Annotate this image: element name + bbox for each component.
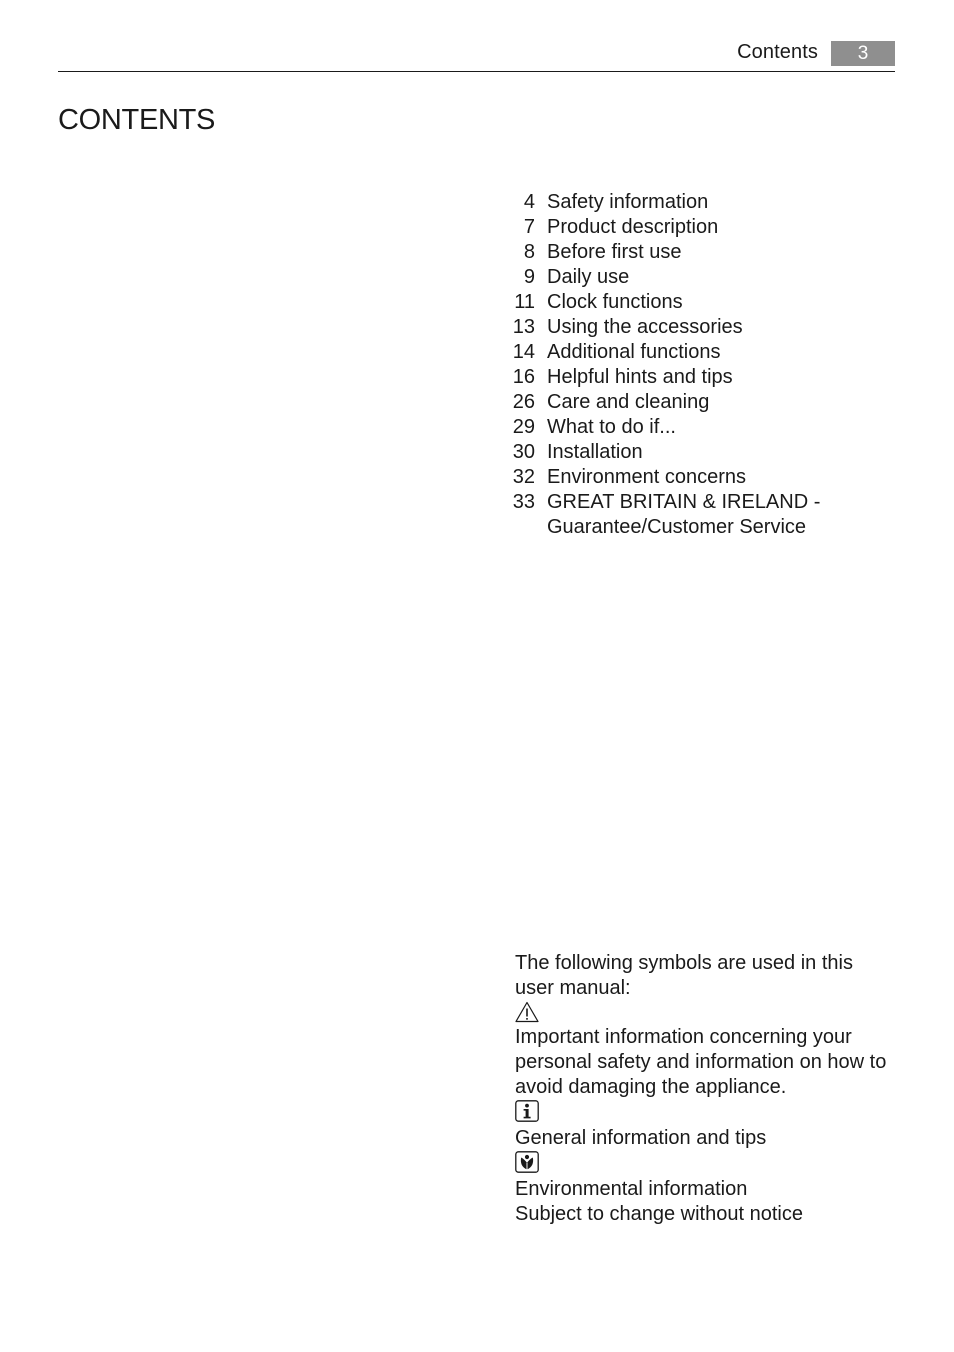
toc-entry-environment-concerns[interactable] bbox=[500, 465, 900, 490]
toc-entry-title: Using the accessories bbox=[547, 316, 743, 338]
toc-page-number: 8 bbox=[523, 241, 535, 263]
symbols-legend bbox=[515, 951, 895, 1227]
toc-page-number: 33 bbox=[512, 491, 535, 513]
toc-entry-care-and-cleaning[interactable] bbox=[500, 390, 900, 415]
toc-entry-title: Product description bbox=[547, 216, 719, 238]
toc-page-number: 13 bbox=[512, 316, 535, 338]
toc-entry-title: Care and cleaning bbox=[547, 391, 710, 413]
toc-page-number: 16 bbox=[512, 366, 535, 388]
toc-entry-title: Before first use bbox=[547, 241, 682, 263]
change-notice: Subject to change without notice bbox=[515, 1203, 803, 1225]
page-title: CONTENTS bbox=[58, 104, 216, 136]
toc-entry-safety-information[interactable] bbox=[500, 190, 900, 215]
toc-entry-using-the-accessories[interactable] bbox=[500, 315, 900, 340]
toc-entry-title: Additional functions bbox=[547, 341, 721, 363]
warning-triangle-icon bbox=[515, 1001, 539, 1023]
page-number: 3 bbox=[831, 41, 895, 66]
toc-entry-title: Installation bbox=[547, 441, 643, 463]
toc-page-number: 14 bbox=[512, 341, 535, 363]
toc-page-number: 29 bbox=[512, 416, 535, 438]
toc-page-number: 11 bbox=[514, 291, 535, 313]
environment-icon bbox=[515, 1151, 539, 1173]
symbols-intro: The following symbols are used in this user manual: bbox=[515, 952, 853, 999]
toc-page-number: 4 bbox=[523, 191, 535, 213]
toc-entry-clock-functions[interactable] bbox=[500, 290, 900, 315]
environment-description: Environmental information bbox=[515, 1178, 748, 1200]
toc-entry-title: What to do if... bbox=[547, 416, 676, 438]
toc-entry-title: Clock functions bbox=[547, 291, 683, 313]
info-icon bbox=[515, 1100, 539, 1122]
info-description: General information and tips bbox=[515, 1127, 767, 1149]
toc-entry-title: Safety information bbox=[547, 191, 709, 213]
toc-page-number: 32 bbox=[512, 466, 535, 488]
toc-entry-before-first-use[interactable] bbox=[500, 240, 900, 265]
toc-entry-title: Helpful hints and tips bbox=[547, 366, 733, 388]
header-rule bbox=[58, 71, 895, 72]
toc-entry-product-description[interactable] bbox=[500, 215, 900, 240]
toc-entry-title: Daily use bbox=[547, 266, 630, 288]
warning-description: Important information concerning your personal safety and information on how to avoid damaging the appliance. bbox=[515, 1026, 887, 1098]
toc-entry-helpful-hints-and-tips[interactable] bbox=[500, 365, 900, 390]
toc-entry-daily-use[interactable] bbox=[500, 265, 900, 290]
toc-entry-additional-functions[interactable] bbox=[500, 340, 900, 365]
toc-entry-title: Environment concerns bbox=[547, 466, 746, 488]
toc-entry-installation[interactable] bbox=[500, 440, 900, 465]
running-header: Contents bbox=[737, 41, 818, 63]
toc-page-number: 26 bbox=[512, 391, 535, 413]
toc-page-number: 9 bbox=[523, 266, 535, 288]
toc-page-number: 7 bbox=[523, 216, 535, 238]
toc-entry-what-to-do-if[interactable] bbox=[500, 415, 900, 440]
table-of-contents bbox=[500, 190, 900, 540]
toc-entry-title: GREAT BRITAIN & IRELAND - Guarantee/Customer Service bbox=[547, 491, 821, 538]
toc-page-number: 30 bbox=[512, 441, 535, 463]
toc-entry-guarantee-customer-service[interactable] bbox=[500, 490, 900, 540]
